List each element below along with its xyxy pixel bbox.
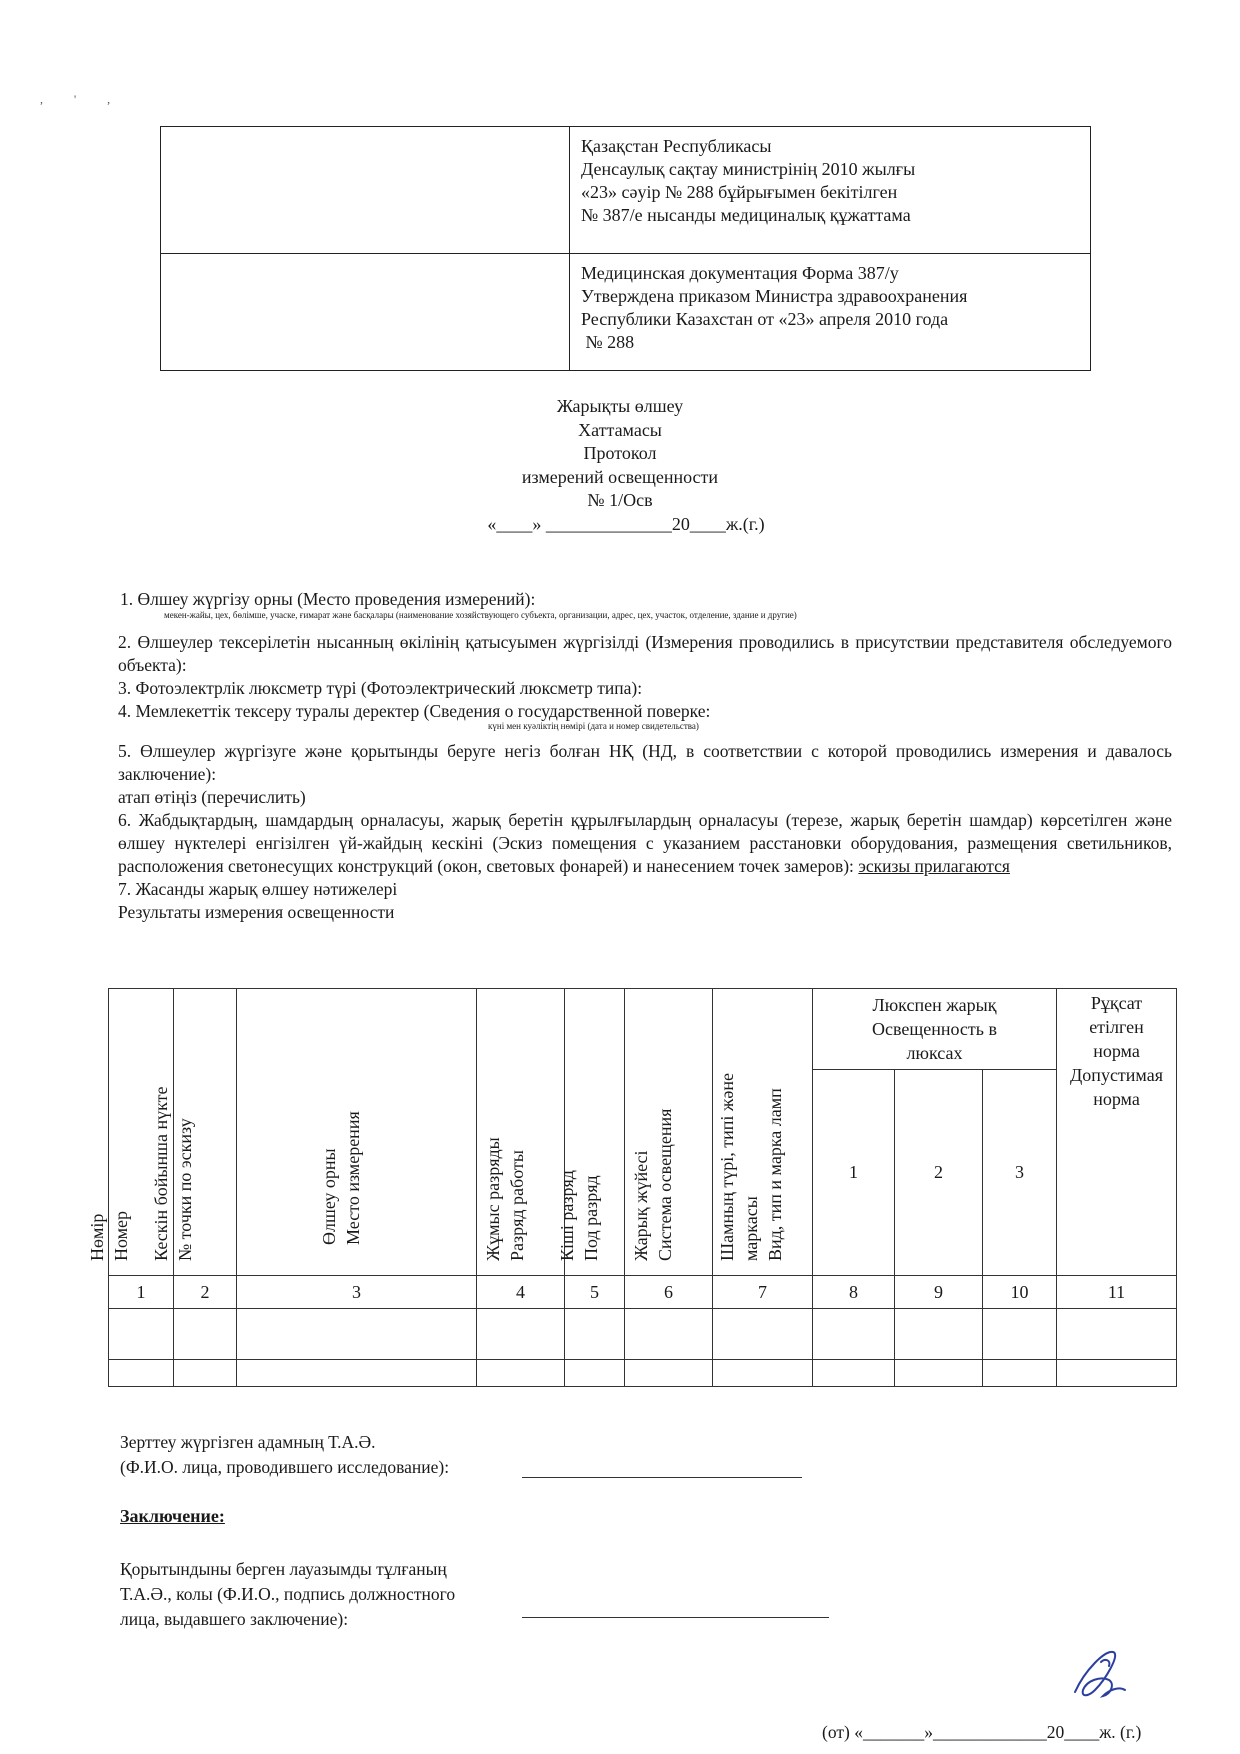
table-cell[interactable] [895, 1360, 983, 1387]
col-header-line: Номер [111, 1210, 131, 1261]
col-number: 6 [625, 1276, 713, 1309]
col-number: 10 [983, 1276, 1057, 1309]
title-line: Хаттамасы [578, 419, 662, 440]
protocol-items [118, 588, 1172, 924]
table-cell[interactable] [895, 1309, 983, 1360]
header-ru-line: Республики Казахстан от «23» апреля 2010 года [581, 309, 949, 329]
table-cell[interactable] [813, 1360, 895, 1387]
col-header-permissible-norm [1057, 989, 1177, 1276]
col-header-line: Допустимая [1070, 1065, 1163, 1085]
researcher-label-kz: Зерттеу жүргізген адамның Т.А.Ә. [120, 1432, 376, 1452]
item-7: 7. Жасанды жарық өлшеу нәтижелері [118, 879, 398, 899]
table-cell[interactable] [174, 1309, 237, 1360]
header-empty-cell [161, 254, 570, 371]
col-header-line: Разряд работы [506, 1150, 527, 1261]
header-kz-cell [570, 127, 1091, 254]
item-4: 4. Мемлекеттік тексеру туралы деректер (Сведения о государственной поверке: [118, 701, 711, 721]
header-empty-cell [161, 127, 570, 254]
conclusion-heading: Заключение: [120, 1506, 225, 1526]
header-ru-line: Медицинская документация Форма 387/у [581, 263, 899, 283]
results-table [87, 988, 1177, 1387]
protocol-number: № 1/Осв [587, 490, 653, 510]
table-cell[interactable] [983, 1360, 1057, 1387]
col-number: 2 [174, 1276, 237, 1309]
col-header-line: Система освещения [654, 1108, 675, 1261]
official-signature-field[interactable] [522, 1616, 829, 1618]
col-header-illuminance [813, 989, 1057, 1070]
table-cell[interactable] [565, 1360, 625, 1387]
col-number: 1 [109, 1276, 174, 1309]
official-signature-block [120, 1557, 455, 1632]
title-line: Жарықты өлшеу [556, 396, 684, 416]
document-title [0, 395, 1240, 536]
table-cell[interactable] [1057, 1309, 1177, 1360]
item-5-sub: атап өтіңіз (перечислить) [118, 787, 306, 807]
item-6-text: 6. Жабдықтардың, шамдардың орналасуы, жарық беретін құрылғылардың орналасуы (терезе, жарық беретін шамдар) көрсетілген және өлшеу нүктелері енгізілген үй-жайдың кескіні (Эскиз помещения с указанием расстановки оборудования, размещения светильников, расположения светонесущих конструкций (окон, световых фонарей) и нанесением точек замеров): [118, 810, 1172, 876]
col-header-line: Жарық жүйесі [630, 1150, 651, 1261]
table-cell[interactable] [625, 1309, 713, 1360]
col-header-measure-1: 1 [813, 1070, 895, 1276]
protocol-date: «____» ______________20____ж.(г.) [487, 513, 765, 534]
table-cell[interactable] [565, 1309, 625, 1360]
title-line: измерений освещенности [521, 466, 719, 487]
col-number: 8 [813, 1276, 895, 1309]
header-kz-line: № 387/е нысанды медициналық құжаттама [581, 205, 911, 225]
col-number: 7 [713, 1276, 813, 1309]
handwritten-signature [1065, 1640, 1135, 1710]
col-header-line: норма [1093, 1041, 1140, 1061]
header-ru-line: № 288 [581, 332, 635, 352]
table-cell[interactable] [477, 1309, 565, 1360]
col-header-line: Шамның түрі, типі және [716, 1073, 737, 1261]
col-header-line: Под разряд [580, 1175, 601, 1261]
col-header-measure-3: 3 [983, 1070, 1057, 1276]
table-cell[interactable] [1057, 1360, 1177, 1387]
col-number: 5 [565, 1276, 625, 1309]
header-kz-line: Денсаулық сақтау министрінің 2010 жылғы [581, 159, 916, 179]
table-cell[interactable] [109, 1309, 174, 1360]
table-cell[interactable] [237, 1309, 477, 1360]
col-number: 11 [1057, 1276, 1177, 1309]
table-cell[interactable] [625, 1360, 713, 1387]
col-header-line: Рұқсат [1090, 993, 1143, 1013]
col-number: 4 [477, 1276, 565, 1309]
item-5: 5. Өлшеулер жүргізуге және қорытынды беруге негіз болған НҚ (НД, в соответствии с которой проводились измерения и давалось заключение): [118, 741, 1172, 784]
table-row [109, 1309, 1177, 1360]
header-ru-cell [570, 254, 1091, 371]
item-4-note: күні мен куәліктің нөмірі (дата и номер свидетельства) [488, 721, 699, 731]
col-header-line: № точки по эскизу [175, 1118, 195, 1261]
col-header-lighting-system [625, 989, 713, 1276]
item-2: 2. Өлшеулер тексерілетін нысанның өкілінің қатысуымен жүргізілді (Измерения проводились в присутствии представителя обследуемого объекта): [118, 632, 1172, 675]
form-header-table [160, 126, 1091, 371]
header-ru-line: Утверждена приказом Министра здравоохранения [581, 286, 968, 306]
col-header-line: Освещенность в [872, 1019, 997, 1039]
col-header-line: Нөмір [87, 1213, 107, 1261]
col-header-line: Вид, тип и марка ламп [764, 1088, 785, 1261]
table-cell[interactable] [109, 1360, 174, 1387]
official-label-line: Қорытындыны берген лауазымды тұлғаның [120, 1559, 447, 1579]
researcher-label-ru: (Ф.И.О. лица, проводившего исследование): [120, 1457, 450, 1477]
item-1: 1. Өлшеу жүргізу орны (Место проведения измерений): [120, 589, 536, 609]
footer-date: (от) «_______»_____________20____ж. (г.) [822, 1722, 1142, 1742]
header-kz-line: Қазақстан Республикасы [581, 136, 772, 156]
table-cell[interactable] [813, 1309, 895, 1360]
table-cell[interactable] [713, 1309, 813, 1360]
col-header-line: Место измерения [342, 1111, 363, 1245]
item-7-sub: Результаты измерения освещенности [118, 902, 395, 922]
official-label-line: Т.А.Ә., колы (Ф.И.О., подпись должностного [120, 1584, 456, 1604]
col-header-line: Өлшеу орны [318, 1148, 339, 1245]
researcher-name-field[interactable] [522, 1476, 802, 1478]
header-kz-line: «23» сәуір № 288 бұйрығымен бекітілген [581, 182, 898, 202]
col-header-line: Жұмыс разряды [482, 1137, 503, 1261]
item-3: 3. Фотоэлектрлік люксметр түрі (Фотоэлектрический люксметр типа): [118, 678, 643, 698]
col-header-line: Люкспен жарық [872, 995, 997, 1015]
col-header-sketch-point [151, 989, 237, 1276]
researcher-name-block [120, 1430, 449, 1480]
col-header-line: Кескін бойынша нүкте [151, 1086, 171, 1261]
table-cell[interactable] [237, 1360, 477, 1387]
col-header-measure-2: 2 [895, 1070, 983, 1276]
col-header-lamp-type [713, 989, 813, 1276]
column-numbers-row [109, 1276, 1177, 1309]
table-row [109, 1360, 1177, 1387]
col-header-line: люксах [906, 1043, 963, 1063]
col-number: 9 [895, 1276, 983, 1309]
table-cell[interactable] [174, 1360, 237, 1387]
col-header-line: етілген [1089, 1017, 1144, 1037]
col-number: 3 [237, 1276, 477, 1309]
col-header-line: Кіші разряд [556, 1170, 577, 1261]
col-header-line: норма [1093, 1089, 1140, 1109]
item-1-note: мекен-жайы, цех, бөлімше, учаске, ғимарат және басқалары (наименование хозяйствующего субъекта, организации, адрес, цех, участок, отделение, здание и другие) [164, 610, 797, 620]
col-header-line: маркасы [740, 1196, 761, 1261]
col-header-measure-place [237, 989, 477, 1276]
col-header-sub-category [556, 989, 625, 1276]
title-line: Протокол [583, 443, 657, 463]
sketches-attached-link: эскизы прилагаются [858, 856, 1010, 876]
table-cell[interactable] [477, 1360, 565, 1387]
table-cell[interactable] [713, 1360, 813, 1387]
official-label-line: лица, выдавшего заключение): [120, 1609, 349, 1629]
scan-corner-marks: , ' , [40, 92, 125, 106]
col-header-work-category [477, 989, 565, 1276]
item-6 [118, 809, 1172, 878]
table-cell[interactable] [983, 1309, 1057, 1360]
